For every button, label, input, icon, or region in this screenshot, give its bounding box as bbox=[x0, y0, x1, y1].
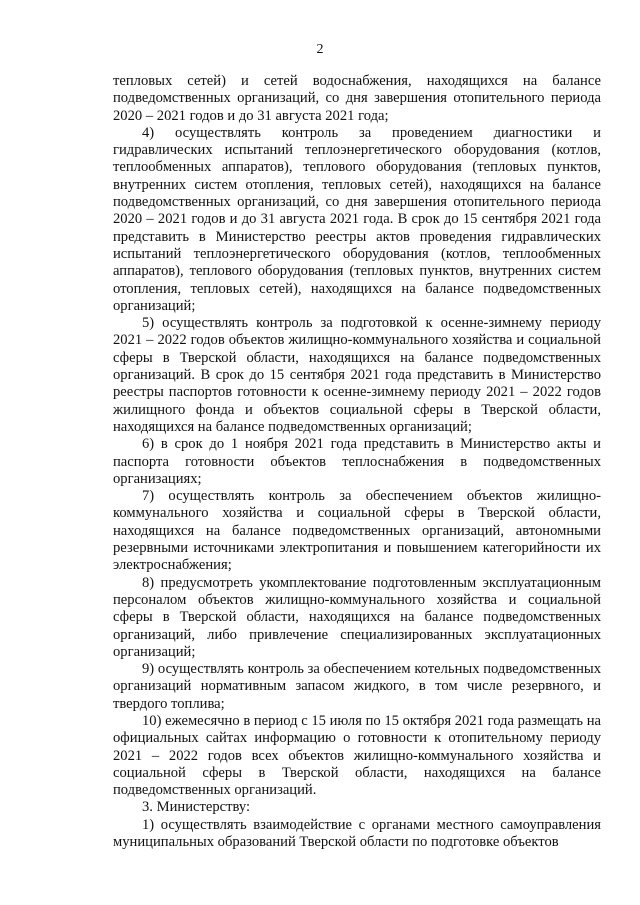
paragraph-item-6: 6) в срок до 1 ноября 2021 года представить в Министерство акты и паспорта готовности объектов теплоснабжения в подведомственных организациях; bbox=[113, 436, 601, 487]
paragraph-item-4: 4) осуществлять контроль за проведением диагностики и гидравлических испытаний теплоэнергетического оборудования (котлов, теплообменных аппаратов), теплового оборудования (тепловых пунктов, внутренних систем отопления, тепловых сетей), находящихся на балансе подведомственных организаций, со дня завершения отопительного периода 2020 – 2021 годов и до 31 августа 2021 года. В срок до 15 сентября 2021 года представить в Министерство реестры актов проведения гидравлических испытаний теплоэнергетического оборудования (котлов, теплообменных аппаратов), теплового оборудования (тепловых пунктов, внутренних систем отопления, тепловых сетей), находящихся на балансе подведомственных организаций; bbox=[113, 124, 601, 314]
paragraph-continuation: тепловых сетей) и сетей водоснабжения, находящихся на балансе подведомственных организаций, со дня завершения отопительного периода 2020 – 2021 годов и до 31 августа 2021 года; bbox=[113, 73, 601, 124]
section-3-heading: 3. Министерству: bbox=[142, 799, 251, 816]
document-body bbox=[113, 73, 601, 851]
paragraph-item-5: 5) осуществлять контроль за подготовкой к осенне-зимнему периоду 2021 – 2022 годов объектов жилищно-коммунального хозяйства и социальной сферы в Тверской области, находящихся на балансе подведомственных организаций. В срок до 15 сентября 2021 года представить в Министерство реестры паспортов готовности к осенне-зимнему периоду 2021 – 2022 годов жилищного фонда и объектов социальной сферы в Тверской области, находящихся на балансе подведомственных организаций; bbox=[113, 315, 601, 435]
paragraph-item-9: 9) осуществлять контроль за обеспечением котельных подведомственных организаций нормативным запасом жидкого, в том числе резервного, и твердого топлива; bbox=[113, 661, 601, 712]
paragraph-item-8: 8) предусмотреть укомплектование подготовленным эксплуатационным персоналом объектов жилищно-коммунального хозяйства и социальной сферы в Тверской области, находящихся на балансе подведомственных организаций, либо привлечение специализированных эксплуатационных организаций; bbox=[113, 574, 601, 660]
page-number: 2 bbox=[316, 42, 324, 57]
section-3-item-1: 1) осуществлять взаимодействие с органами местного самоуправления муниципальных образований Тверской области по подготовке объектов bbox=[113, 816, 601, 851]
paragraph-item-7: 7) осуществлять контроль за обеспечением объектов жилищно-коммунального хозяйства и социальной сферы в Тверской области, находящихся на балансе подведомственных организаций, автономными резервными источниками электропитания и повышением категорийности их электроснабжения; bbox=[113, 488, 601, 574]
paragraph-item-10: 10) ежемесячно в период с 15 июля по 15 октября 2021 года размещать на официальных сайтах информацию о готовности к отопительному периоду 2021 – 2022 годов всех объектов жилищно-коммунального хозяйства и социальной сферы в Тверской области, находящихся на балансе подведомственных организаций. bbox=[113, 712, 601, 799]
